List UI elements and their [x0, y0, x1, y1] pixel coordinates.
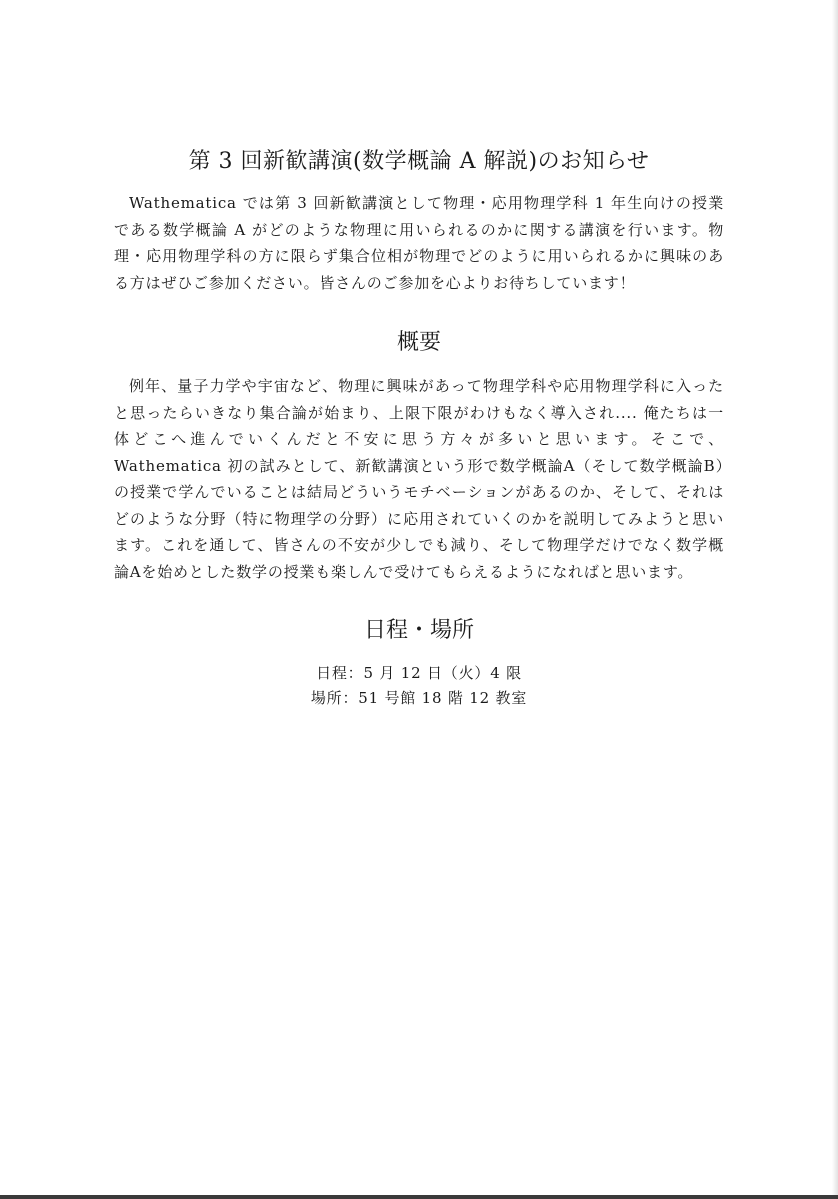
- page-right-edge: [832, 0, 838, 1199]
- overview-heading: 概要: [396, 330, 441, 355]
- intro-paragraph: Wathematica では第 3 回新歓講演として物理・応用物理学科 1 年生向けの授業である数学概論 A がどのような物理に用いられるのかに関する講演を行います。物理・応用物理学科の方に限らず集合位相が物理でどのように用いられるかに興味のある方はぜひご参加ください。皆さんのご参加を心よりお待ちしています！: [114, 194, 724, 292]
- schedule-date: 日程：5 月 12 日（火）4 限: [316, 664, 522, 682]
- schedule-heading: 日程・場所: [363, 618, 474, 643]
- schedule-details: [114, 661, 724, 711]
- document-title: 第 3 回新歓講演(数学概論 A 解説)のお知らせ: [188, 149, 650, 174]
- schedule-place: 場所：51 号館 18 階 12 教室: [310, 689, 528, 707]
- overview-paragraph: 例年、量子力学や宇宙など、物理に興味があって物理学科や応用物理学科に入ったと思ったらいきなり集合論が始まり、上限下限がわけもなく導入され.... 俺たちは一体どこへ進んでいくんだと不安に思う方々が多いと思います。そこで、Wathematica 初の試みとして、新歓講演という形で数学概論A（そして数学概論B）の授業で学んでいることは結局どういうモチベーションがあるのか、そして、それはどのような分野（特に物理学の分野）に応用されていくのかを説明してみようと思います。これを通して、皆さんの不安が少しでも減り、そして物理学だけでなく数学概論Aを始めとした数学の授業も楽しんで受けてもらえるようになればと思います。: [114, 377, 724, 581]
- page-bottom-edge: [0, 1195, 838, 1199]
- document-content: [114, 145, 724, 711]
